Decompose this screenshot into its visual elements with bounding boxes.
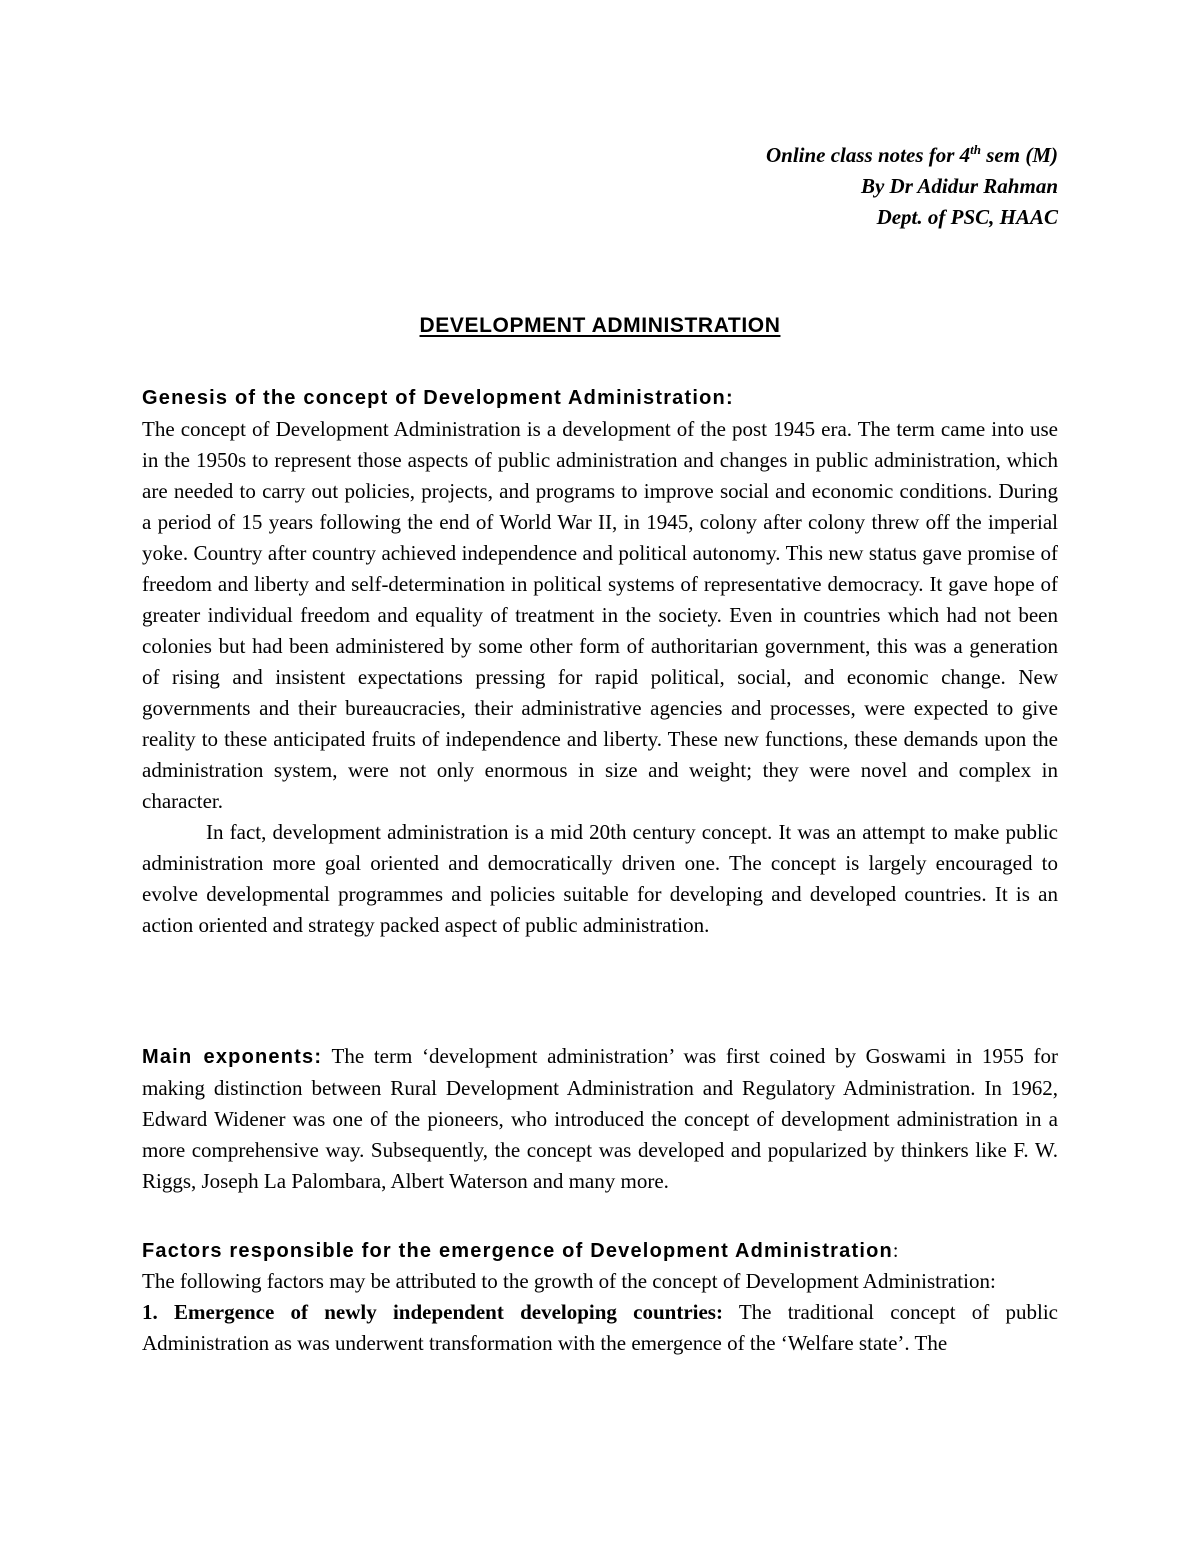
- header-course-line: Online class notes for 4th sem (M): [765, 142, 1058, 167]
- header-block: [766, 140, 1058, 233]
- factors-intro: The following factors may be attributed to the growth of the concept of Development Administration:: [142, 1269, 996, 1293]
- genesis-paragraph-1: The concept of Development Administration is a development of the post 1945 era. The term came into use in the 1950s to represent those aspects of public administration and changes in public administration, which are needed to carry out policies, projects, and programs to improve social and economic conditions. During a period of 15 years following the end of World War II, in 1945, colony after colony threw off the imperial yoke. Country after country achieved independence and political autonomy. This new status gave promise of freedom and liberty and self-determination in political systems of representative democracy. It gave hope of greater individual freedom and equality of treatment in the society. Even in countries which had not been colonies but had been administered by some other form of authoritarian government, this was a generation of rising and insistent expectations pressing for rapid political, social, and economic change. New governments and their bureaucracies, their administrative agencies and processes, were expected to give reality to these anticipated fruits of independence and liberty. These new functions, these demands upon the administration system, were not only enormous in size and weight; they were novel and complex in character.: [142, 417, 1058, 813]
- factors-item-1-lead: 1. Emergence of newly independent developing countries:: [142, 1300, 723, 1324]
- genesis-heading: Genesis of the concept of Development Administration:: [142, 387, 734, 409]
- section-genesis: [142, 384, 1058, 941]
- section-main-exponents: [142, 1041, 1058, 1197]
- exponents-heading: Main exponents:: [142, 1046, 323, 1068]
- document-title: DEVELOPMENT ADMINISTRATION: [419, 314, 781, 337]
- genesis-paragraph-2: In fact, development administration is a mid 20th century concept. It was an attempt to make public administration more goal oriented and democratically driven one. The concept is largely encouraged to evolve developmental programmes and policies suitable for developing and developed countries. It is an action oriented and strategy packed aspect of public administration.: [142, 820, 1058, 937]
- exponents-text: The term ‘development administration’ was first coined by Goswami in 1955 for making distinction between Rural Development Administration and Regulatory Administration. In 1962, Edward Widener was one of the pioneers, who introduced the concept of development administration in a more comprehensive way. Subsequently, the concept was developed and popularized by thinkers like F. W. Riggs, Joseph La Palombara, Albert Waterson and many more.: [142, 1044, 1058, 1193]
- factors-item-1-text: The traditional concept of public Administration as was underwent transformation with the emergence of the ‘Welfare state’. The: [142, 1300, 1058, 1355]
- exponents-paragraph: [142, 1041, 1058, 1197]
- section-factors: [142, 1236, 1058, 1359]
- factors-item-1: [142, 1297, 1058, 1359]
- factors-heading: Factors responsible for the emergence of Development Administration:: [142, 1240, 900, 1262]
- header-department: Dept. of PSC, HAAC: [876, 205, 1058, 229]
- header-author: By Dr Adidur Rahman: [860, 174, 1058, 198]
